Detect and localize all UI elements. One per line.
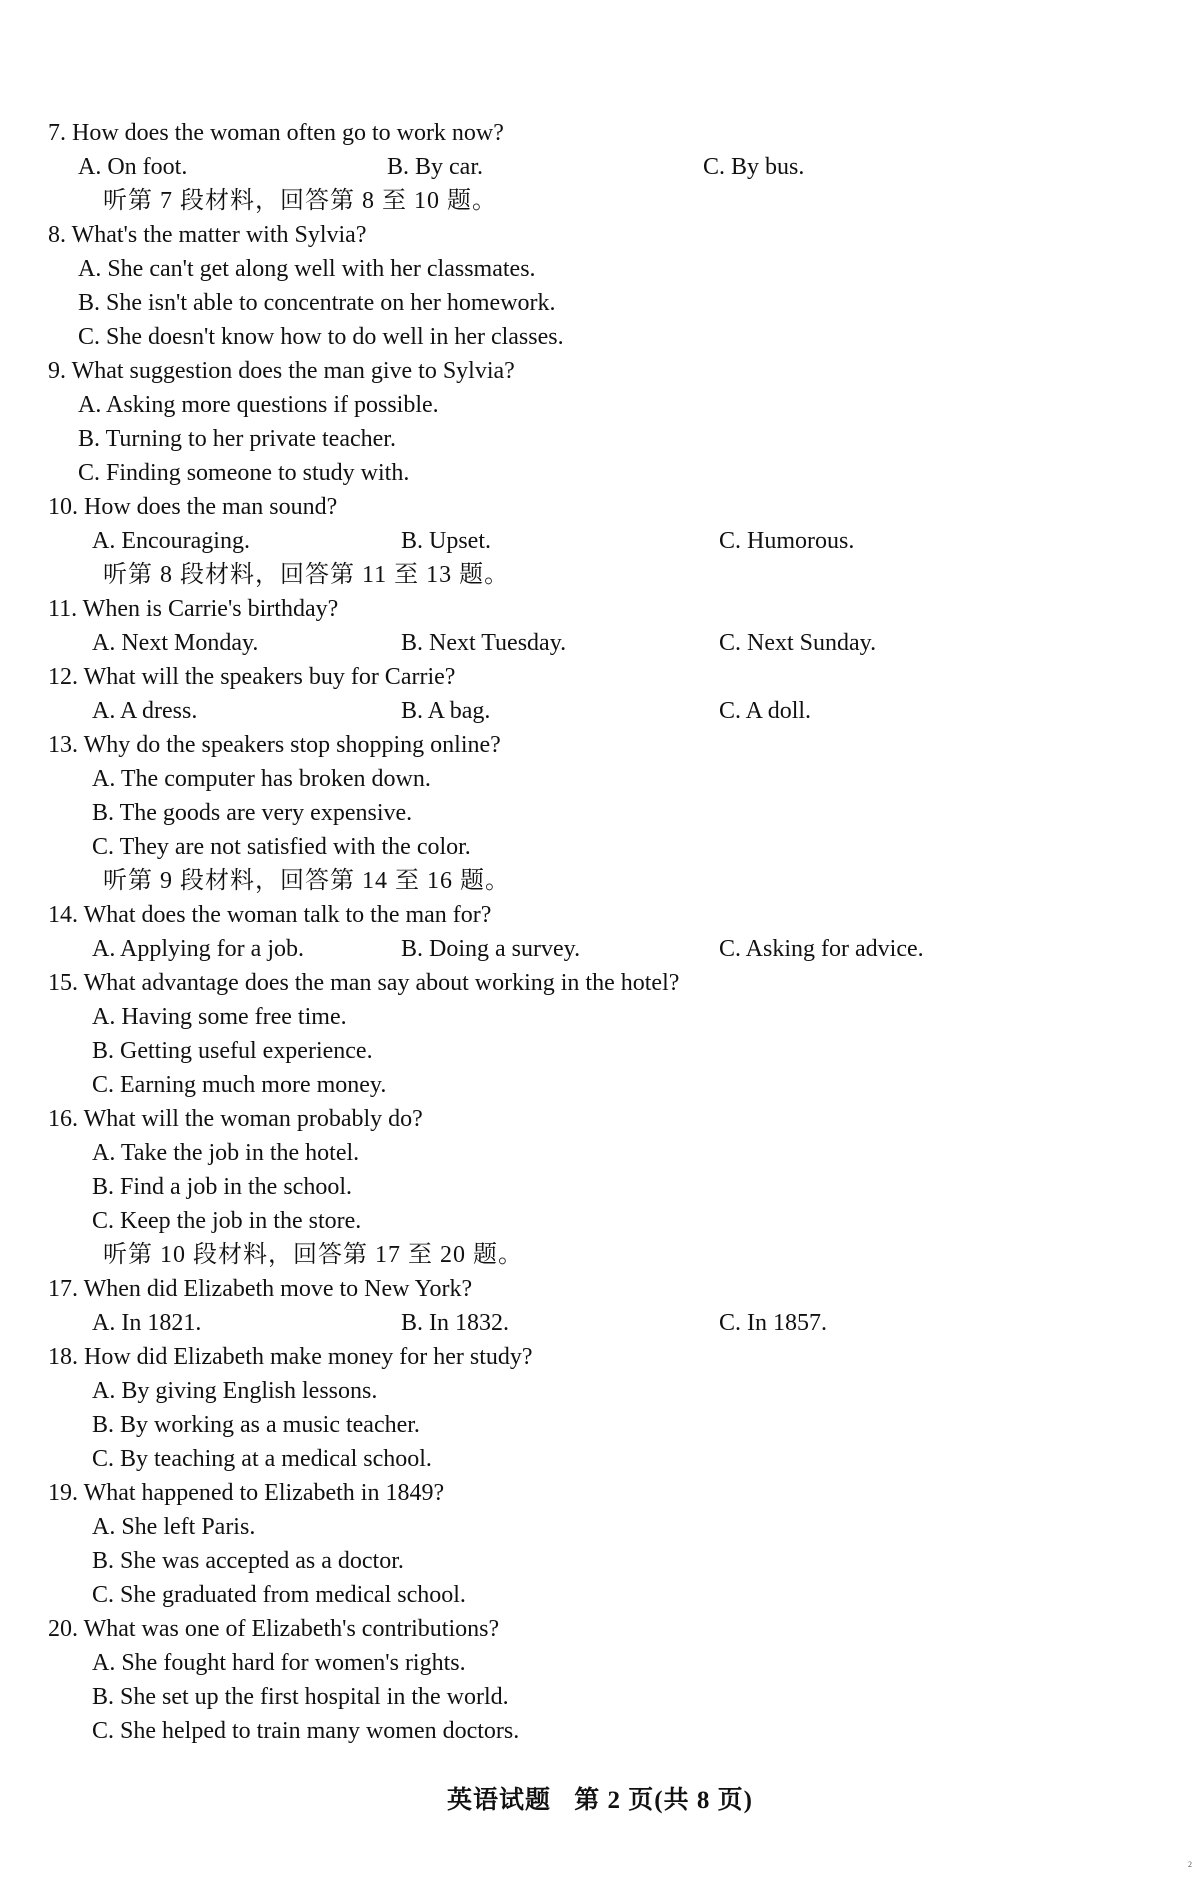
answer-option: B. The goods are very expensive.	[92, 800, 413, 826]
question-stem: 9. What suggestion does the man give to Sylvia?	[48, 358, 515, 384]
question-stem: 10. How does the man sound?	[48, 494, 338, 520]
answer-options-row	[48, 1306, 1148, 1340]
answer-option: C. She helped to train many women doctors.	[92, 1718, 520, 1744]
answer-option-c: C. Asking for advice.	[719, 936, 924, 962]
answer-option: C. Earning much more money.	[92, 1072, 387, 1098]
answer-option: B. Find a job in the school.	[92, 1174, 352, 1200]
question-stem: 13. Why do the speakers stop shopping online?	[48, 732, 501, 758]
page-footer	[0, 1784, 1200, 1818]
answer-option: B. By working as a music teacher.	[92, 1412, 420, 1438]
answer-option-b: B. Doing a survey.	[401, 936, 581, 962]
answer-option-c: C. Humorous.	[719, 528, 855, 554]
answer-option-a: A. Encouraging.	[92, 528, 250, 554]
answer-option-a: A. Next Monday.	[92, 630, 259, 656]
section-instruction: 听第 7 段材料，回答第 8 至 10 题。	[103, 188, 497, 214]
answer-option: B. She was accepted as a doctor.	[92, 1548, 404, 1574]
exam-content	[48, 116, 1148, 1748]
answer-option-a: A. In 1821.	[92, 1310, 202, 1336]
answer-option: A. She left Paris.	[92, 1514, 256, 1540]
answer-option-a: A. On foot.	[78, 154, 188, 180]
answer-option: A. She can't get along well with her classmates.	[78, 256, 536, 282]
answer-option: C. Finding someone to study with.	[78, 460, 410, 486]
answer-options-row	[48, 150, 1148, 184]
question-stem: 16. What will the woman probably do?	[48, 1106, 423, 1132]
answer-option: A. By giving English lessons.	[92, 1378, 378, 1404]
question-stem: 11. When is Carrie's birthday?	[48, 596, 339, 622]
question-stem: 15. What advantage does the man say about working in the hotel?	[48, 970, 680, 996]
question-stem: 17. When did Elizabeth move to New York?	[48, 1276, 473, 1302]
question-stem: 14. What does the woman talk to the man for?	[48, 902, 492, 928]
answer-option: C. By teaching at a medical school.	[92, 1446, 432, 1472]
question-stem: 18. How did Elizabeth make money for her study?	[48, 1344, 533, 1370]
answer-option-a: A. A dress.	[92, 698, 198, 724]
answer-options-row	[48, 626, 1148, 660]
answer-option: A. Asking more questions if possible.	[78, 392, 439, 418]
answer-option: B. Getting useful experience.	[92, 1038, 373, 1064]
answer-options-row	[48, 694, 1148, 728]
answer-option-c: C. By bus.	[703, 154, 805, 180]
answer-option: C. She doesn't know how to do well in her classes.	[78, 324, 564, 350]
answer-option-c: C. Next Sunday.	[719, 630, 877, 656]
answer-option-c: C. A doll.	[719, 698, 812, 724]
answer-option: A. Having some free time.	[92, 1004, 347, 1030]
answer-option: C. Keep the job in the store.	[92, 1208, 362, 1234]
answer-option: A. She fought hard for women's rights.	[92, 1650, 466, 1676]
answer-option-a: A. Applying for a job.	[92, 936, 304, 962]
answer-option-b: B. A bag.	[401, 698, 491, 724]
footer-subject: 英语试题	[447, 1787, 552, 1814]
question-stem: 7. How does the woman often go to work now?	[48, 120, 504, 146]
answer-option: A. The computer has broken down.	[92, 766, 431, 792]
question-stem: 8. What's the matter with Sylvia?	[48, 222, 367, 248]
section-instruction: 听第 9 段材料，回答第 14 至 16 题。	[103, 868, 510, 894]
answer-option-b: B. Upset.	[401, 528, 491, 554]
answer-option-c: C. In 1857.	[719, 1310, 827, 1336]
section-instruction: 听第 10 段材料，回答第 17 至 20 题。	[103, 1242, 523, 1268]
answer-options-row	[48, 932, 1148, 966]
question-stem: 12. What will the speakers buy for Carrie?	[48, 664, 456, 690]
answer-option: B. She isn't able to concentrate on her homework.	[78, 290, 556, 316]
corner-page-number: 2	[1188, 1860, 1192, 1869]
answer-options-row	[48, 524, 1148, 558]
answer-option: C. They are not satisfied with the color.	[92, 834, 471, 860]
answer-option-b: B. By car.	[387, 154, 483, 180]
question-stem: 20. What was one of Elizabeth's contributions?	[48, 1616, 500, 1642]
answer-option-b: B. In 1832.	[401, 1310, 509, 1336]
footer-page-info: 第 2 页(共 8 页)	[574, 1787, 753, 1814]
answer-option: C. She graduated from medical school.	[92, 1582, 466, 1608]
answer-option: B. Turning to her private teacher.	[78, 426, 396, 452]
answer-option-b: B. Next Tuesday.	[401, 630, 567, 656]
question-stem: 19. What happened to Elizabeth in 1849?	[48, 1480, 445, 1506]
answer-option: B. She set up the first hospital in the world.	[92, 1684, 509, 1710]
section-instruction: 听第 8 段材料，回答第 11 至 13 题。	[103, 562, 510, 588]
answer-option: A. Take the job in the hotel.	[92, 1140, 360, 1166]
